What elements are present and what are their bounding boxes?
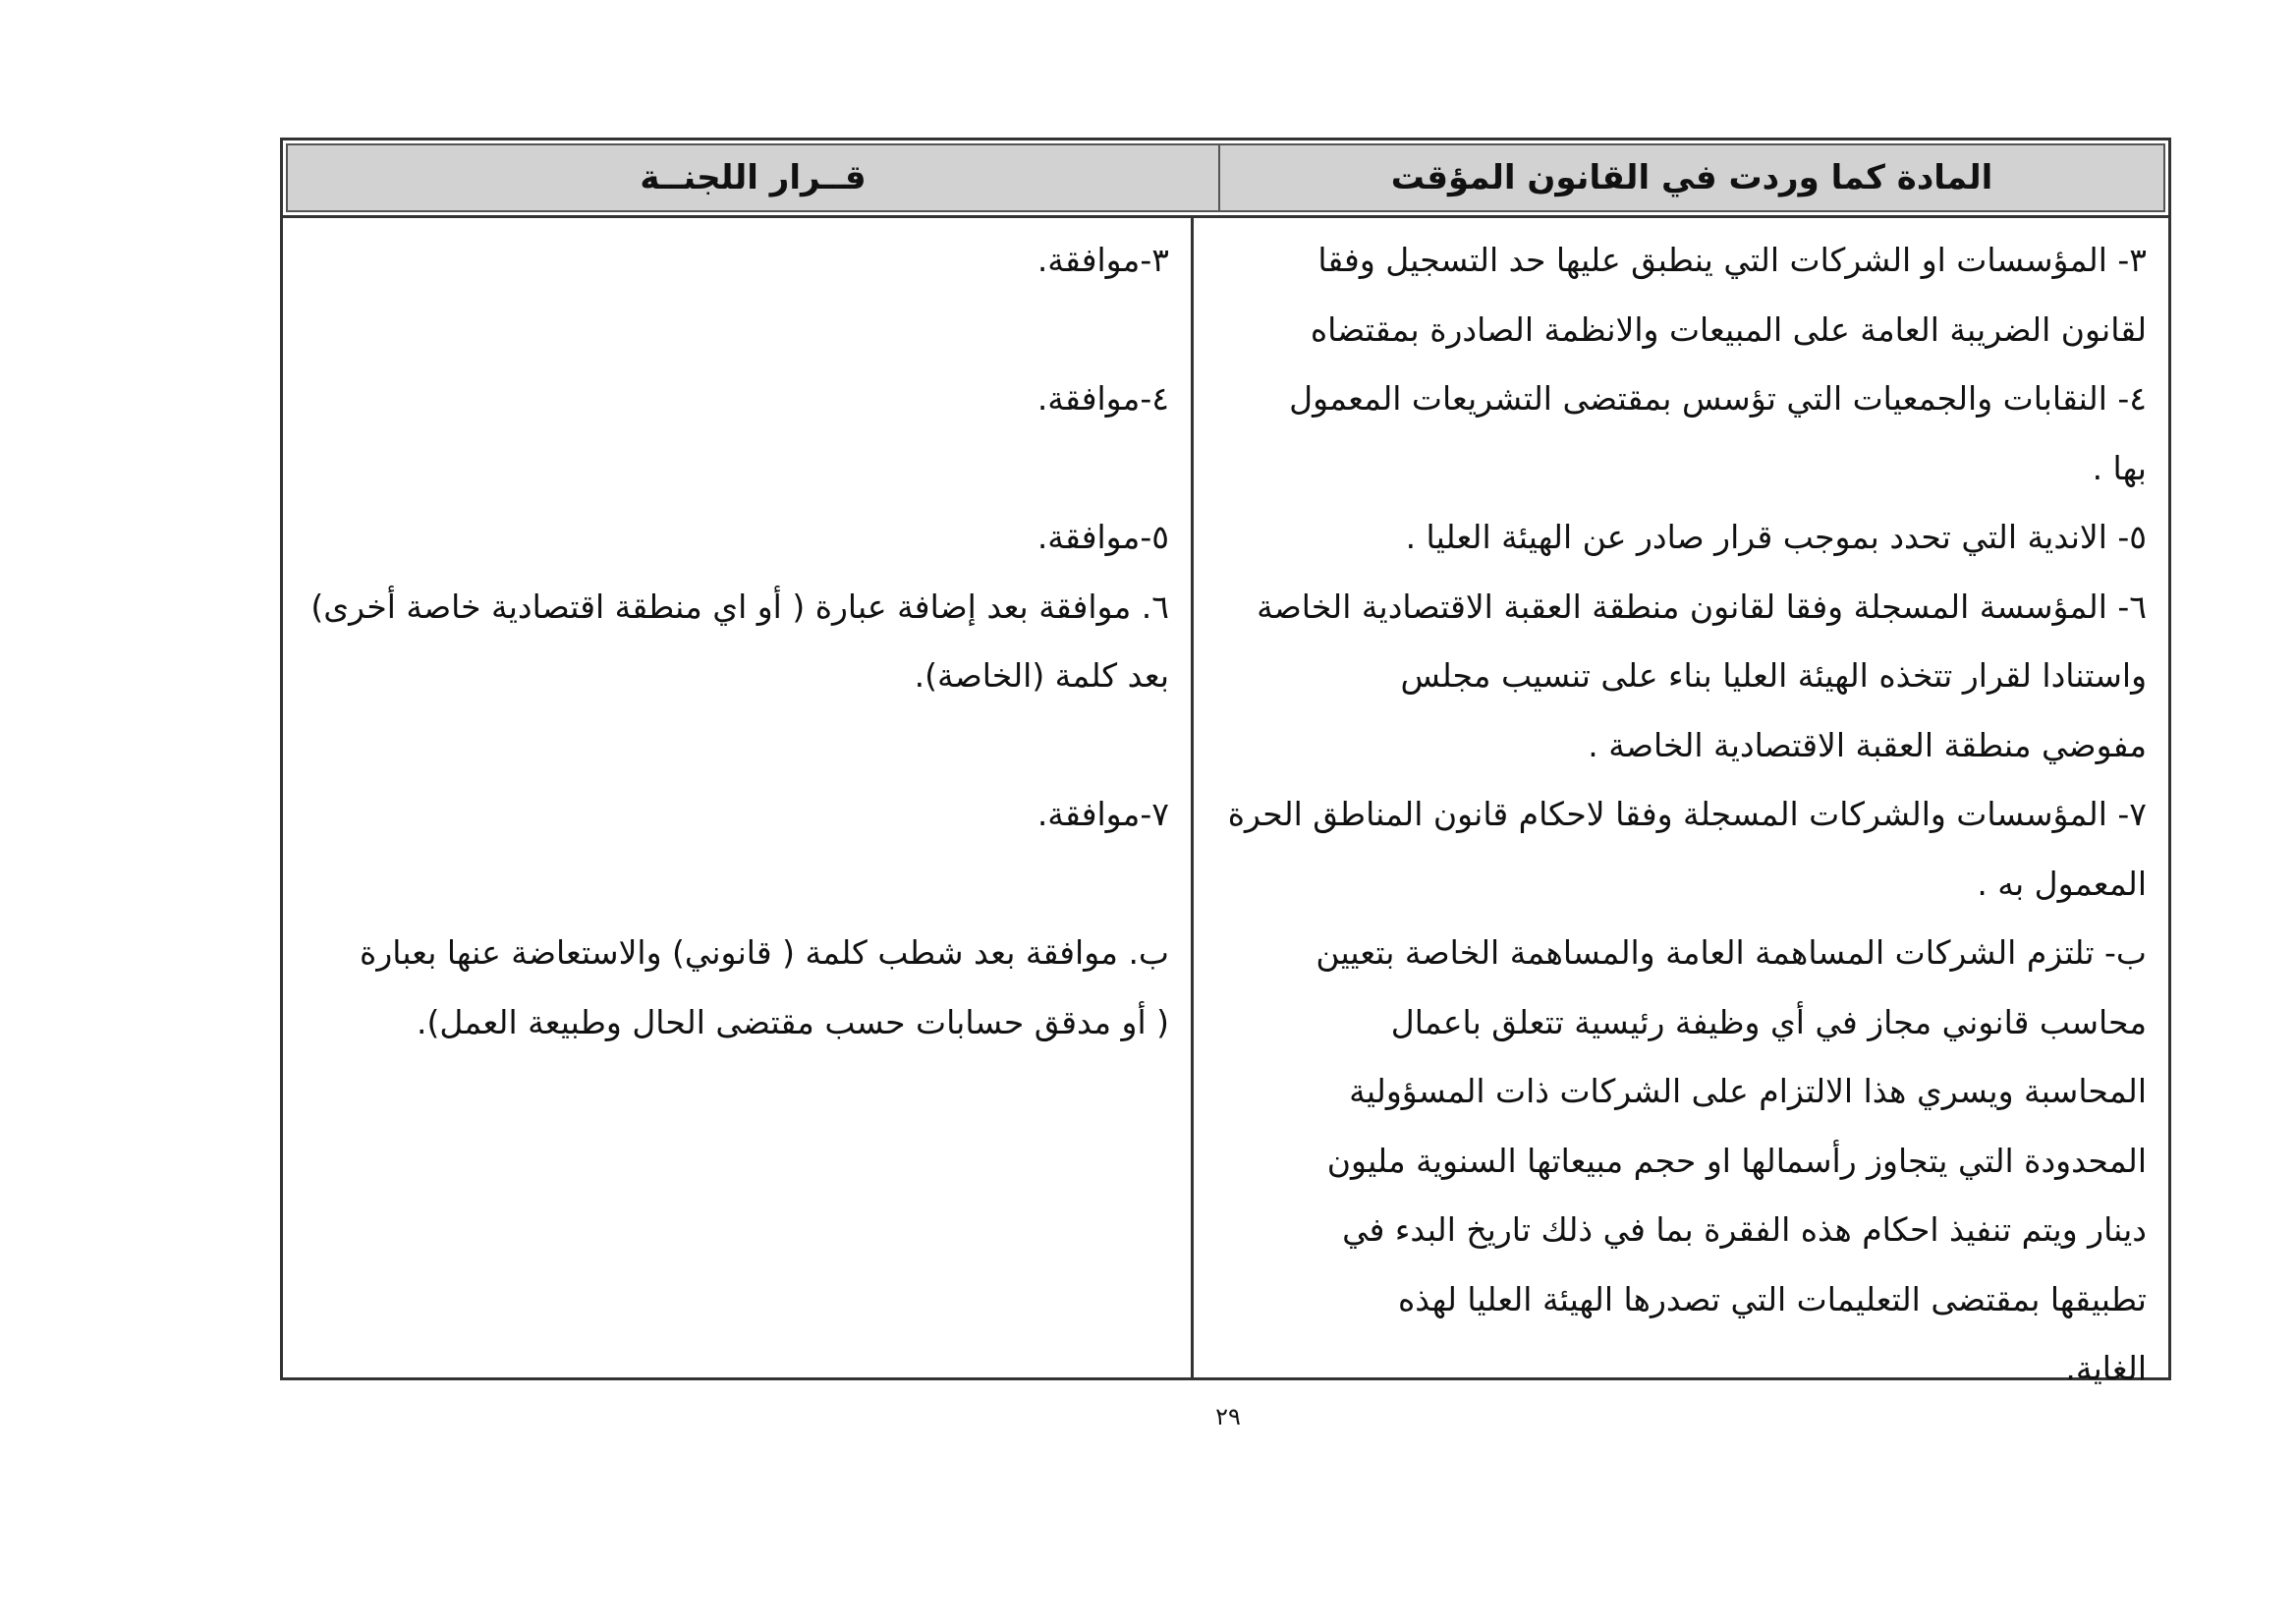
- article-line: الغاية.: [2065, 1349, 2147, 1387]
- article-line: محاسب قانوني مجاز في أي وظيفة رئيسية تتعلق باعمال: [1390, 1002, 2147, 1041]
- article-line: المحاسبة ويسري هذا الالتزام على الشركات ذات المسؤولية: [1349, 1072, 2147, 1110]
- article-line: لقانون الضريبة العامة على المبيعات والانظمة الصادرة بمقتضاه: [1310, 309, 2147, 349]
- table-body: [283, 215, 2168, 1387]
- article-line: مفوضي منطقة العقبة الاقتصادية الخاصة .: [1588, 725, 2147, 764]
- article-line: المعمول به .: [1977, 864, 2147, 903]
- article-column-heading: المادة كما وردت في القانون المؤقت: [1218, 145, 2163, 210]
- article-line: تطبيقها بمقتضى التعليمات التي تصدرها الهيئة العليا لهذه: [1398, 1279, 2147, 1318]
- article-column: [1191, 218, 2168, 1387]
- article-line: واستنادا لقرار تتخذه الهيئة العليا بناء على تنسيب مجلس: [1400, 656, 2147, 695]
- decision-item-6-line2: بعد كلمة (الخاصة).: [914, 656, 1169, 695]
- decision-item-b-line2: ( أو مدقق حسابات حسب مقتضى الحال وطبيعة العمل).: [417, 1002, 1169, 1041]
- article-line: المحدودة التي يتجاوز رأسمالها او حجم مبيعاتها السنوية مليون: [1326, 1141, 2147, 1180]
- article-line: ٧- المؤسسات والشركات المسجلة وفقا لاحكام قانون المناطق الحرة: [1227, 795, 2147, 833]
- decision-column-heading: قــرار اللجنــة: [640, 158, 867, 197]
- decision-item-b-line1: ب. موافقة بعد شطب كلمة ( قانوني) والاستعاضة عنها بعبارة: [360, 933, 1169, 972]
- article-line: ٥- الاندية التي تحدد بموجب قرار صادر عن الهيئة العليا .: [1405, 518, 2147, 556]
- article-line: ٦- المؤسسة المسجلة وفقا لقانون منطقة العقبة الاقتصادية الخاصة: [1257, 587, 2147, 626]
- article-line: بها .: [2092, 448, 2147, 487]
- article-line: ٣- المؤسسات او الشركات التي ينطبق عليها حد التسجيل وفقا: [1317, 241, 2147, 279]
- decision-column: [283, 218, 1191, 1377]
- decision-item-5: ٥-موافقة.: [1036, 518, 1169, 556]
- table-header: [286, 143, 2165, 212]
- decision-item-3: ٣-موافقة.: [1036, 241, 1169, 279]
- decision-item-7: ٧-موافقة.: [1036, 795, 1169, 833]
- article-line: ب- تلتزم الشركات المساهمة العامة والمساهمة الخاصة بتعيين: [1316, 933, 2147, 972]
- decision-item-4: ٤-موافقة.: [1036, 379, 1169, 418]
- decision-item-6-line1: ٦. موافقة بعد إضافة عبارة ( أو اي منطقة اقتصادية خاصة أخرى): [310, 587, 1169, 626]
- article-line: دينار ويتم تنفيذ احكام هذه الفقرة بما في ذلك تاريخ البدء في: [1342, 1210, 2147, 1249]
- page-number: ٢٩: [1215, 1403, 1241, 1430]
- article-line: ٤- النقابات والجمعيات التي تؤسس بمقتضى التشريعات المعمول: [1289, 379, 2147, 418]
- committee-table: [280, 138, 2171, 1387]
